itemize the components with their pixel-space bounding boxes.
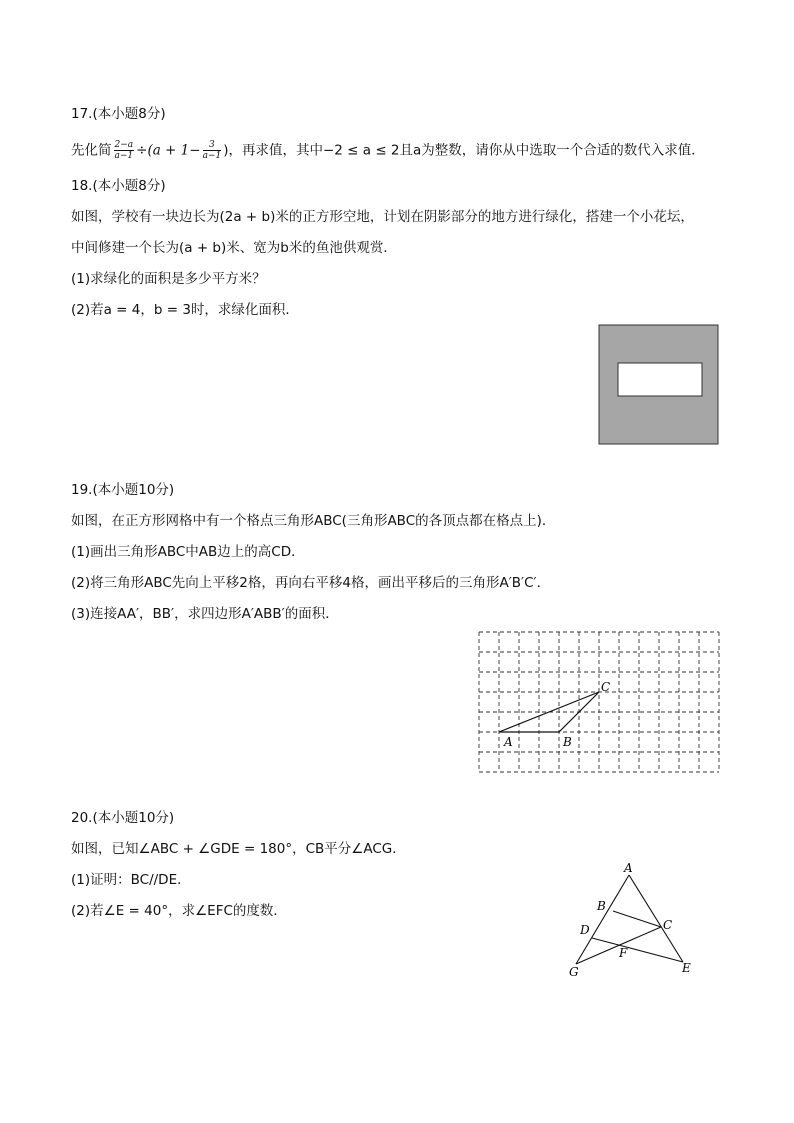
q17-text-b: )，再求值，其中−2 ≤ a ≤ 2且a为整数，请你从中选取一个合适的数代入求值． (223, 142, 705, 159)
q20-geometry-figure (560, 860, 700, 985)
q20-line1: 如图，已知∠ABC + ∠GDE = 180°，CB平分∠ACG． (71, 841, 406, 857)
q20-label-g: G (569, 965, 579, 979)
q17-header: 17.(本小题8分) (71, 106, 166, 122)
q19-label-c: C (601, 680, 611, 694)
q19-label-a: A (504, 735, 513, 749)
q19-label-b: B (563, 735, 572, 749)
q19-part3: (3)连接AA′，BB′，求四边形A′ABB′的面积． (71, 606, 339, 622)
q17-mid: ÷(a + 1− (136, 142, 201, 159)
q17-text-a: 先化简 (71, 142, 112, 159)
q20-label-f: F (619, 946, 628, 960)
q18-part1: (1)求绿化的面积是多少平方米？ (71, 271, 266, 287)
q18-part2: (2)若a = 4，b = 3时，求绿化面积． (71, 302, 299, 318)
q17-fraction-2 (203, 140, 222, 161)
q18-figure (598, 324, 720, 446)
q20-label-e: E (682, 961, 691, 975)
q20-label-d: D (580, 923, 590, 937)
q18-line2: 中间修建一个长为(a + b)米、宽为b米的鱼池供观赏． (71, 240, 397, 256)
q19-dashed-grid (479, 632, 719, 772)
q19-header: 19.(本小题10分) (71, 482, 175, 498)
q18-line1: 如图，学校有一块边长为(2a + b)米的正方形空地，计划在阴影部分的地方进行绿化，搭建一个小花坛， (71, 209, 694, 225)
q17-text (71, 140, 705, 161)
q19-grid-figure (477, 630, 723, 776)
q17-fraction-1 (114, 140, 135, 161)
q18-fish-pond (618, 363, 702, 396)
q20-header: 20.(本小题10分) (71, 810, 175, 826)
q20-label-b: B (597, 899, 606, 913)
q19-part2: (2)将三角形ABC先向上平移2格，再向右平移4格，画出平移后的三角形A′B′C′． (71, 575, 551, 591)
q18-header: 18.(本小题8分) (71, 178, 166, 194)
q17-frac2-num: 3 (203, 140, 222, 151)
q20-part2: (2)若∠E = 40°，求∠EFC的度数． (71, 903, 287, 919)
q17-frac1-den: a−1 (114, 151, 134, 161)
q20-label-a: A (624, 861, 633, 875)
q19-line1: 如图，在正方形网格中有一个格点三角形ABC(三角形ABC的各顶点都在格点上)． (71, 513, 556, 529)
q19-part1: (1)画出三角形ABC中AB边上的高CD． (71, 544, 305, 560)
q17-frac2-den: a−1 (202, 151, 222, 161)
q17-frac1-num: 2−a (114, 140, 134, 150)
q20-label-c: C (663, 918, 673, 932)
q20-part1: (1)证明：BC//DE． (71, 872, 191, 888)
